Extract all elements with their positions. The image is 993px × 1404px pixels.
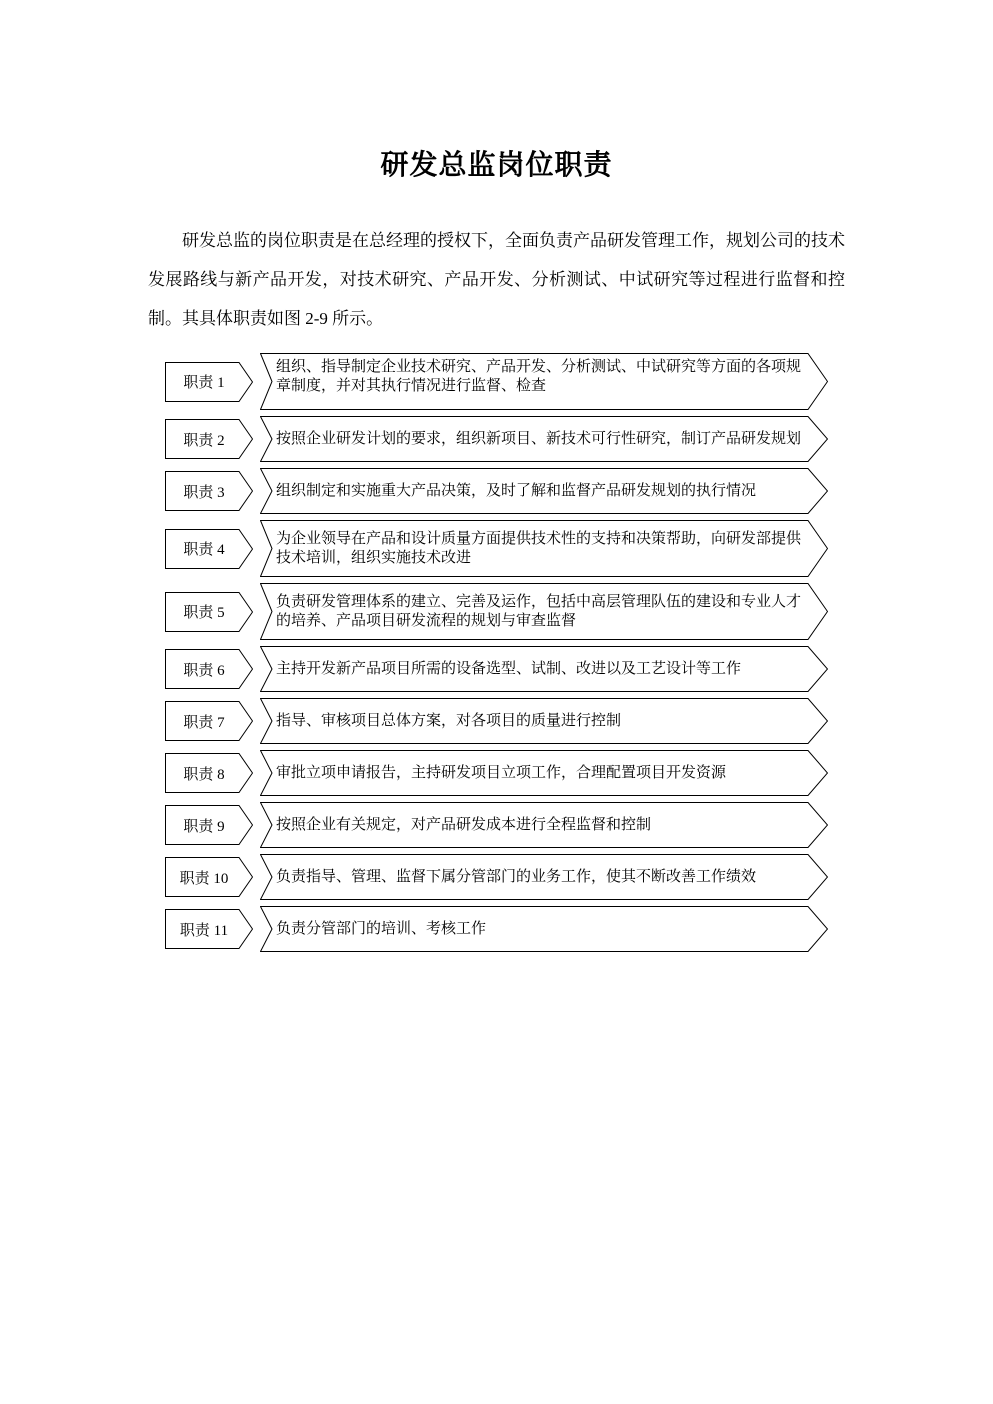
duty-label-shape: [165, 753, 253, 793]
duty-arrow-shape: [260, 416, 828, 462]
duty-label-text: 职责 5: [183, 605, 225, 621]
duty-row: [165, 646, 828, 692]
duty-arrow-shape: [260, 698, 828, 744]
duty-label-shape: [165, 592, 253, 632]
duty-arrow-shape: [260, 646, 828, 692]
duty-row: [165, 583, 828, 640]
duty-row: [165, 468, 828, 514]
duty-label-shape: [165, 857, 253, 897]
duty-row: [165, 520, 828, 577]
duty-row: [165, 906, 828, 952]
duty-text: 组织、指导制定企业技术研究、产品开发、分析测试、中试研究等方面的各项规章制度，并对其执行情况进行监督、检查: [276, 359, 802, 394]
intro-paragraph: 研发总监的岗位职责是在总经理的授权下，全面负责产品研发管理工作，规划公司的技术发展路线与新产品开发，对技术研究、产品开发、分析测试、中试研究等过程进行监督和控制。其具体职责如图 2-9 所示。: [148, 231, 845, 328]
duty-label-text: 职责 8: [183, 766, 225, 783]
duty-label-text: 职责 11: [179, 922, 229, 939]
duty-arrow-shape: [260, 802, 828, 848]
duty-label-text: 职责 6: [183, 662, 225, 679]
duty-row: [165, 698, 828, 744]
duty-label-shape: [165, 909, 253, 949]
duty-label-text: 职责 1: [183, 375, 225, 391]
duty-text: 负责指导、管理、监督下属分管部门的业务工作，使其不断改善工作绩效: [276, 868, 757, 885]
duty-arrow-shape: [260, 583, 828, 640]
duty-text: 组织制定和实施重大产品决策，及时了解和监督产品研发规划的执行情况: [276, 482, 757, 499]
duty-label-shape: [165, 701, 253, 741]
document-title: 研发总监岗位职责: [380, 150, 613, 181]
duty-text: 负责分管部门的培训、考核工作: [276, 920, 487, 937]
duty-label-shape: [165, 805, 253, 845]
duty-arrow-shape: [260, 353, 828, 410]
duty-arrow-shape: [260, 750, 828, 796]
duty-row: [165, 750, 828, 796]
duty-arrow-shape: [260, 906, 828, 952]
duties-diagram: [165, 353, 828, 952]
duty-arrow-shape: [260, 468, 828, 514]
duty-label-text: 职责 10: [179, 870, 229, 887]
duty-text: 审批立项申请报告，主持研发项目立项工作，合理配置项目开发资源: [276, 764, 727, 781]
duty-arrow-shape: [260, 854, 828, 900]
duty-row: [165, 802, 828, 848]
duty-label-text: 职责 9: [183, 818, 225, 835]
duty-text: 主持开发新产品项目所需的设备选型、试制、改进以及工艺设计等工作: [276, 660, 742, 677]
duty-text: 为企业领导在产品和设计质量方面提供技术性的支持和决策帮助，向研发部提供技术培训，组织实施技术改进: [276, 530, 802, 566]
duty-label-shape: [165, 649, 253, 689]
duty-text: 按照企业有关规定，对产品研发成本进行全程监督和控制: [276, 816, 652, 833]
duty-label-shape: [165, 419, 253, 459]
duty-label-shape: [165, 529, 253, 569]
duty-text: 负责研发管理体系的建立、完善及运作，包括中高层管理队伍的建设和专业人才的培养、产品项目研发流程的规划与审查监督: [276, 593, 802, 629]
duty-row: [165, 416, 828, 462]
duty-arrow-shape: [260, 520, 828, 577]
duty-text: 指导、审核项目总体方案，对各项目的质量进行控制: [276, 712, 622, 729]
duty-label-shape: [165, 471, 253, 511]
duty-text: 按照企业研发计划的要求，组织新项目、新技术可行性研究，制订产品研发规划: [276, 430, 802, 447]
duty-label-text: 职责 7: [183, 714, 225, 731]
duty-label-shape: [165, 362, 253, 402]
duty-row: [165, 353, 828, 410]
duty-label-text: 职责 2: [183, 432, 225, 449]
duty-row: [165, 854, 828, 900]
duty-label-text: 职责 4: [183, 542, 225, 558]
duty-label-text: 职责 3: [183, 484, 225, 501]
